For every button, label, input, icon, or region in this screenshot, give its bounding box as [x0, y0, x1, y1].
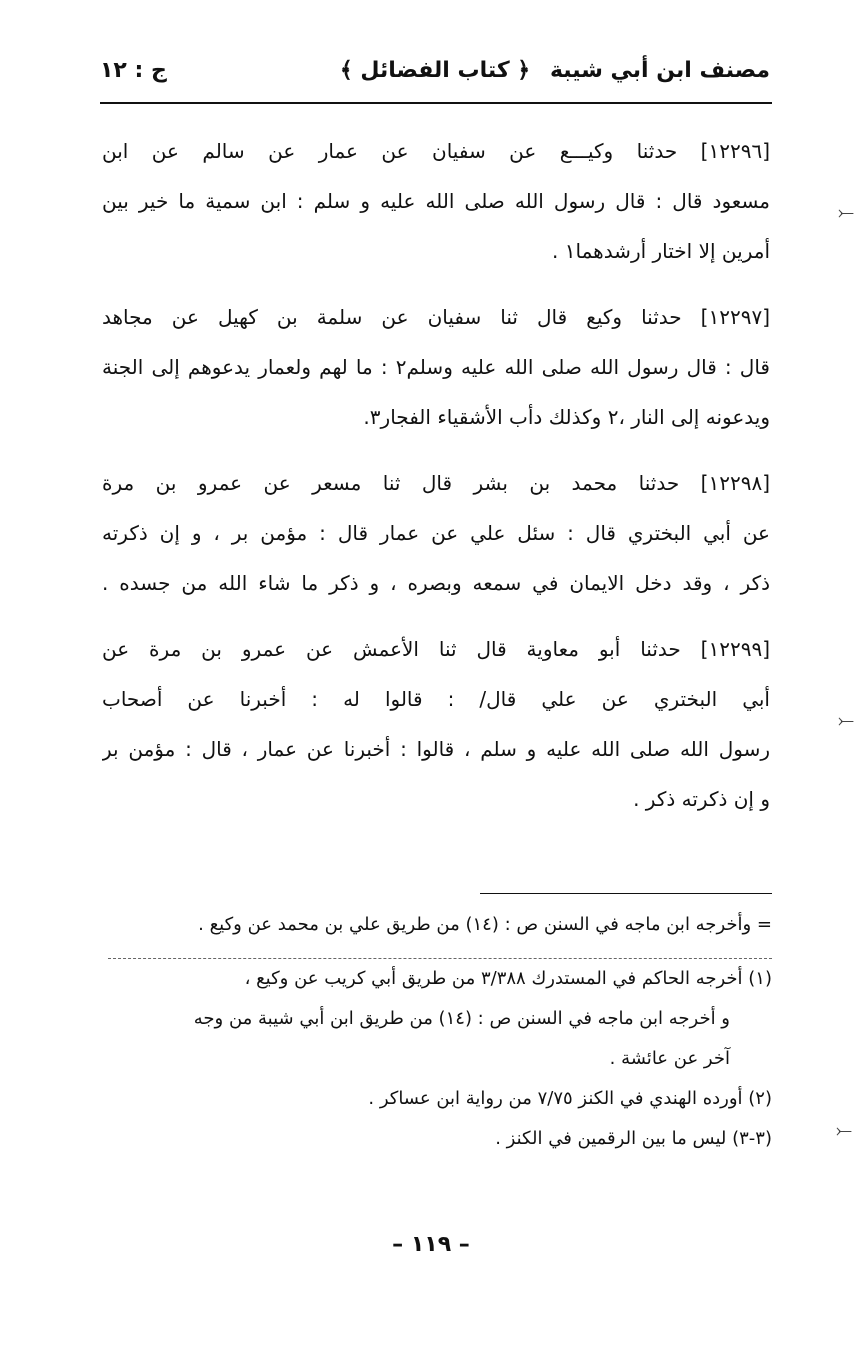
hadith-12299 [102, 624, 770, 824]
hadith-line: أبي البختري عن علي قال/ : قالوا له : أخبرنا عن أصحاب [102, 687, 770, 711]
hadith-line: و إن ذكرته ذكر . [633, 787, 770, 811]
footnotes [100, 905, 772, 1159]
hadith-12298 [102, 458, 770, 608]
margin-tick-mark: ⤚ [836, 1118, 852, 1142]
hadith-line: [١٢٢٩٦] حدثنا وكيـــع عن سفيان عن عمار عن سالم عن ابن [102, 139, 770, 163]
hadith-line: [١٢٢٩٨] حدثنا محمد بن بشر قال ثنا مسعر عن عمرو بن مرة [102, 471, 770, 495]
hadith-12297 [102, 292, 770, 442]
footnote-1: (١) أخرجه الحاكم في المستدرك ٣/٣٨٨ من طريق أبي كريب عن وكيع ، [244, 968, 772, 989]
volume-number: ج : ١٢ [100, 58, 167, 83]
hadith-line: عن أبي البختري قال : سئل علي عن عمار قال : مؤمن بر ، و إن ذكرته [102, 521, 770, 545]
hadith-12296 [102, 126, 770, 276]
footnote-continued: = وأخرجه ابن ماجه في السنن ص : (١٤) من طريق علي بن محمد عن وكيع . [198, 914, 772, 935]
header-divider [100, 102, 772, 104]
hadith-line: قال : قال رسول الله صلى الله عليه وسلم٢ : ما لهم ولعمار يدعوهم إلى الجنة [102, 355, 770, 379]
footnote-1-line-2: و أخرجه ابن ماجه في السنن ص : (١٤) من طريق ابن أبي شيبة من وجه [193, 1008, 730, 1029]
page-header [100, 52, 770, 100]
hadith-line: ويدعونه إلى النار ،٢ وكذلك دأب الأشقياء الفجار٣. [363, 405, 770, 429]
hadith-line: ذكر ، وقد دخل الايمان في سمعه وبصره ، و ذكر ما شاء الله من جسده . [102, 571, 770, 595]
footnote-1-line-3: آخر عن عائشة . [609, 1048, 730, 1069]
book-title: مصنف ابن أبي شيبة [549, 58, 770, 83]
hadith-line: [١٢٢٩٧] حدثنا وكيع قال ثنا سفيان عن سلمة بن كهيل عن مجاهد [102, 305, 770, 329]
hadith-line: مسعود قال : قال رسول الله صلى الله عليه و سلم : ابن سمية ما خير بين [102, 189, 770, 213]
hadith-line: [١٢٢٩٩] حدثنا أبو معاوية قال ثنا الأعمش عن عمرو بن مرة عن [102, 637, 770, 661]
hadith-line: رسول الله صلى الله عليه و سلم ، قالوا : أخبرنا عن عمار ، قال : مؤمن بر [102, 737, 770, 761]
footnote-2: (٢) أورده الهندي في الكنز ٧/٧٥ من رواية ابن عساكر . [368, 1088, 772, 1109]
page-number: – ١١٩ – [392, 1232, 470, 1257]
hadith-body [102, 126, 770, 840]
margin-tick-mark: ⤚ [838, 708, 854, 732]
footnote-3: (٣-٣) ليس ما بين الرقمين في الكنز . [495, 1128, 772, 1149]
margin-tick-mark: ⤚ [838, 200, 854, 224]
hadith-line: أمرين إلا اختار أرشدهما١ . [552, 239, 770, 263]
chapter-title: ﴿ كتاب الفضائل ﴾ [339, 58, 531, 83]
footnote-divider [480, 893, 772, 894]
